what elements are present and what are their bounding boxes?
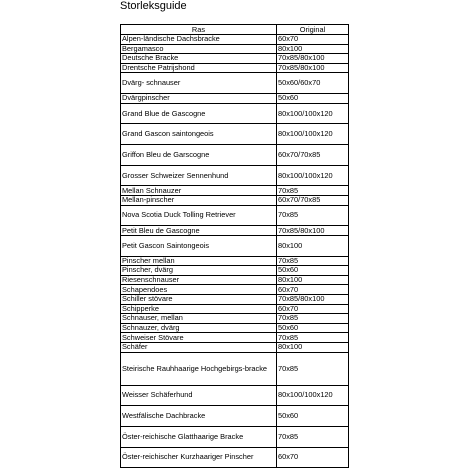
breed-cell: Öster-reichischer Kurzhaariger Pinscher [121,447,277,468]
breed-cell: Schweiser Stövare [121,333,277,343]
size-cell: 70x85 [277,314,349,324]
breed-cell: Mellan Schnauzer [121,186,277,196]
breed-cell: Alpen-ländische Dachsbracke [121,35,277,45]
column-header-breed: Ras [121,25,277,35]
table-header-row [121,25,349,35]
size-cell: 70x85 [277,256,349,266]
size-cell: 80x100/100x120 [277,103,349,124]
breed-cell: Dvärg- schnauser [121,73,277,94]
table-row [121,333,349,343]
size-cell: 70x85 [277,352,349,385]
table-row [121,285,349,295]
size-cell: 50x60 [277,94,349,104]
size-cell: 50x60 [277,323,349,333]
size-cell: 60x70/70x85 [277,196,349,206]
table-row [121,294,349,304]
size-cell: 70x85 [277,426,349,447]
table-row [121,275,349,285]
size-cell: 70x85 [277,205,349,226]
table-row [121,205,349,226]
breed-cell: Griffon Bleu de Garscogne [121,145,277,166]
breed-cell: Grosser Schweizer Sennenhund [121,165,277,186]
table-row [121,352,349,385]
size-cell: 70x85/80x100 [277,63,349,73]
breed-cell: Westfälische Dachbracke [121,406,277,427]
size-cell: 70x85/80x100 [277,294,349,304]
breed-cell: Drentsche Patrijshond [121,63,277,73]
breed-cell: Petit Bleu de Gascogne [121,226,277,236]
breed-cell: Dvärgpinscher [121,94,277,104]
breed-cell: Riesenschnauser [121,275,277,285]
size-cell: 70x85 [277,333,349,343]
size-cell: 50x60 [277,406,349,427]
table-row [121,406,349,427]
table-row [121,35,349,45]
breed-cell: Grand Gascon saintongeois [121,124,277,145]
breed-cell: Grand Blue de Gascogne [121,103,277,124]
breed-cell: Mellan-pinscher [121,196,277,206]
breed-cell: Pinscher mellan [121,256,277,266]
breed-cell: Nova Scotia Duck Tolling Retriever [121,205,277,226]
table-row [121,266,349,276]
table-body [121,35,349,468]
table-row [121,103,349,124]
table-row [121,385,349,406]
breed-cell: Deutsche Bracke [121,54,277,64]
size-cell: 80x100 [277,44,349,54]
table-row [121,304,349,314]
size-cell: 80x100/100x120 [277,385,349,406]
column-header-size: Original [277,25,349,35]
size-cell: 70x85/80x100 [277,226,349,236]
breed-cell: Öster-reichische Glatthaarige Bracke [121,426,277,447]
table-row [121,124,349,145]
table-row [121,323,349,333]
table-row [121,186,349,196]
size-cell: 80x100 [277,275,349,285]
table-row [121,94,349,104]
breed-cell: Petit Gascon Saintongeois [121,235,277,256]
table-row [121,256,349,266]
table-row [121,145,349,166]
table-row [121,196,349,206]
size-cell: 80x100 [277,342,349,352]
table-row [121,447,349,468]
size-cell: 70x85 [277,186,349,196]
breed-cell: Schiller stövare [121,294,277,304]
table-row [121,235,349,256]
size-cell: 60x70/70x85 [277,145,349,166]
table-row [121,63,349,73]
breed-cell: Schapendoes [121,285,277,295]
table-row [121,226,349,236]
breed-cell: Steirische Rauhhaarige Hochgebirgs-bracke [121,352,277,385]
size-cell: 60x70 [277,447,349,468]
breed-cell: Schäfer [121,342,277,352]
breed-cell: Pinscher, dvärg [121,266,277,276]
breed-cell: Bergamasco [121,44,277,54]
table-row [121,73,349,94]
breed-cell: Weisser Schäferhund [121,385,277,406]
breed-cell: Schipperke [121,304,277,314]
table-row [121,44,349,54]
size-cell: 80x100/100x120 [277,165,349,186]
size-cell: 80x100 [277,235,349,256]
breed-cell: Schnauser, mellan [121,314,277,324]
breed-cell: Schnauzer, dvärg [121,323,277,333]
size-cell: 50x60 [277,266,349,276]
size-guide-table [120,24,349,468]
size-cell: 60x70 [277,285,349,295]
size-cell: 60x70 [277,35,349,45]
page-title: Storleksguide [120,0,187,12]
table-row [121,342,349,352]
table-row [121,54,349,64]
size-cell: 50x60/60x70 [277,73,349,94]
size-cell: 60x70 [277,304,349,314]
table-row [121,314,349,324]
size-cell: 80x100/100x120 [277,124,349,145]
size-cell: 70x85/80x100 [277,54,349,64]
table-row [121,426,349,447]
table-row [121,165,349,186]
